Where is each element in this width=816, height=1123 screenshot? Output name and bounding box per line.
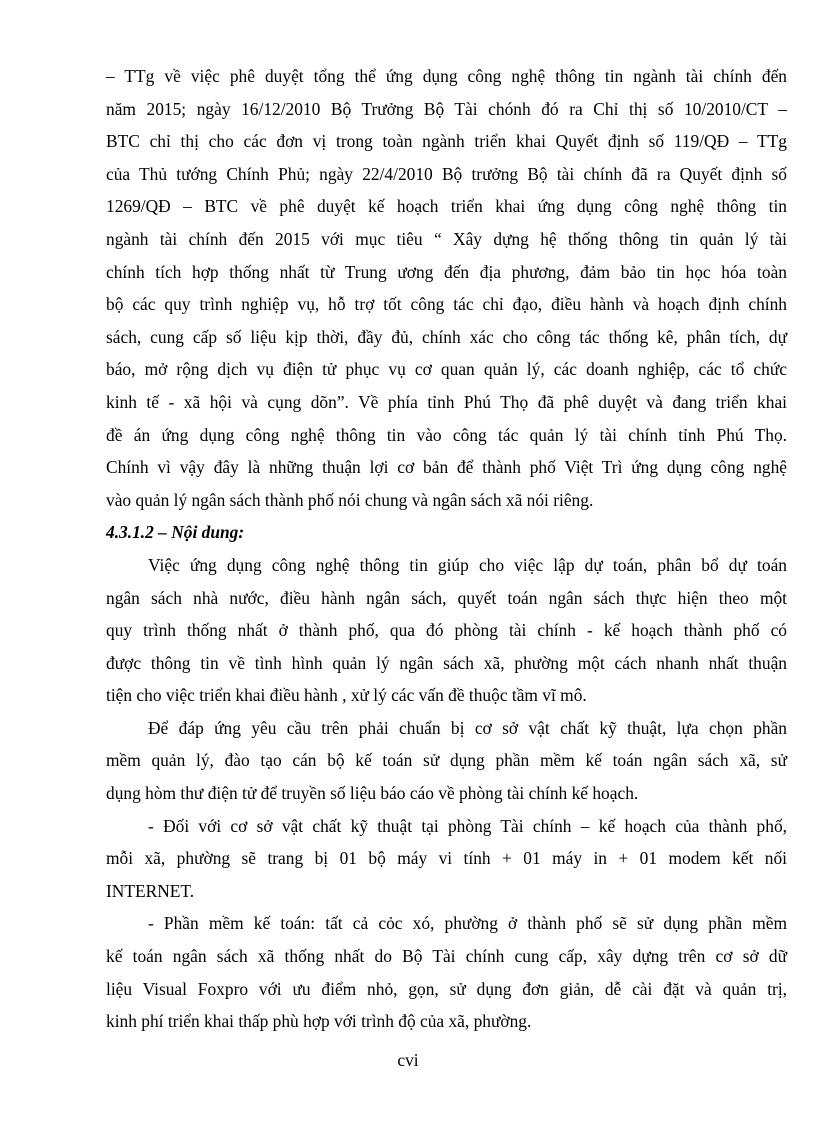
paragraph-line: Chính vì vậy đây là những thuận lợi cơ bản để thành phố Việt Trì ứng dụng công nghệ xyxy=(106,457,787,478)
paragraph-line: - Đối với cơ sở vật chất kỹ thuật tại phòng Tài chính – kế hoạch của thành phố, xyxy=(148,815,787,836)
paragraph-line: tiện cho việc triển khai điều hành , xử lý các vấn đề thuộc tầm vĩ mô. xyxy=(106,685,587,706)
paragraph-line: quy trình thống nhất ở thành phố, qua đó phòng tài chính - kế hoạch thành phố có xyxy=(106,620,787,641)
page-number: cvi xyxy=(397,1050,419,1070)
paragraph-line: mềm quản lý, đào tạo cán bộ kế toán sử dụng phần mềm kế toán ngân sách xã, sử xyxy=(106,750,787,771)
paragraph-line: vào quản lý ngân sách thành phố nói chung và ngân sách xã nói riêng. xyxy=(106,489,594,510)
paragraph-line: sách, cung cấp số liệu kịp thời, đầy đủ, chính xác cho công tác thống kê, phân tích, dự xyxy=(106,326,787,347)
paragraph-line: kế toán ngân sách xã thống nhất do Bộ Tài chính cung cấp, xây dựng trên cơ sở dữ xyxy=(106,946,787,967)
paragraph-line: liệu Visual Foxpro với ưu điểm nhỏ, gọn, sử dụng đơn giản, dễ cài đặt và quản trị, xyxy=(106,978,787,999)
paragraph-line: ngành tài chính đến 2015 với mục tiêu “ Xây dựng hệ thống thông tin quản lý tài xyxy=(106,228,787,249)
paragraph-line: INTERNET. xyxy=(106,880,195,901)
paragraph-line: - Phần mềm kế toán: tất cả cỏc xó, phường ở thành phố sẽ sử dụng phần mềm xyxy=(148,913,787,934)
paragraph-line: 1269/QĐ – BTC về phê duyệt kế hoạch triển khai ứng dụng công nghệ thông tin xyxy=(106,196,787,217)
paragraph-line: của Thủ tướng Chính Phủ; ngày 22/4/2010 Bộ trưởng Bộ tài chính đã ra Quyết định số xyxy=(106,163,787,184)
paragraph-4 xyxy=(106,810,787,908)
paragraph-line: Để đáp ứng yêu cầu trên phải chuẩn bị cơ sở vật chất kỹ thuật, lựa chọn phần xyxy=(148,717,787,738)
paragraph-3 xyxy=(106,712,787,810)
paragraph-line: kinh tế - xã hội và cụng dõn”. Về phía tỉnh Phú Thọ đã phê duyệt và đang triển khai xyxy=(106,391,787,412)
paragraph-line: Việc ứng dụng công nghệ thông tin giúp cho việc lập dự toán, phân bổ dự toán xyxy=(148,554,787,575)
paragraph-line: được thông tin về tình hình quản lý ngân sách xã, phường một cách nhanh nhất thuận xyxy=(106,652,787,673)
paragraph-line: đề án ứng dụng công nghệ thông tin vào công tác quản lý tài chính tỉnh Phú Thọ. xyxy=(106,424,787,445)
paragraph-2 xyxy=(106,549,787,712)
paragraph-line: dụng hòm thư điện tử để truyền số liệu báo cáo về phòng tài chính kế hoạch. xyxy=(106,783,639,804)
paragraph-line: báo, mở rộng dịch vụ điện tử phục vụ cơ quan quản lý, các doanh nghiệp, các tổ chức xyxy=(106,359,787,380)
paragraph-line: – TTg về việc phê duyệt tổng thể ứng dụng công nghệ thông tin ngành tài chính đến xyxy=(106,66,787,86)
paragraph-line: BTC chỉ thị cho các đơn vị trong toàn ngành triển khai Quyết định số 119/QĐ – TTg xyxy=(106,131,787,152)
section-heading: 4.3.1.2 – Nội dung: xyxy=(106,522,245,543)
document-body xyxy=(106,60,787,1038)
paragraph-line: năm 2015; ngày 16/12/2010 Bộ Trưởng Bộ Tài chónh đó ra Chỉ thị số 10/2010/CT – xyxy=(106,98,787,119)
paragraph-line: bộ các quy trình nghiệp vụ, hỗ trợ tốt công tác chỉ đạo, điều hành và hoạch định chính xyxy=(106,294,787,315)
paragraph-5 xyxy=(106,907,787,1037)
paragraph-line: mỗi xã, phường sẽ trang bị 01 bộ máy vi tính + 01 máy in + 01 modem kết nối xyxy=(106,848,787,869)
paragraph-line: chính tích hợp thống nhất từ Trung ương đến địa phương, đảm bảo tin học hóa toàn xyxy=(106,261,787,282)
paragraph-1 xyxy=(106,60,787,516)
paragraph-line: ngân sách nhà nước, điều hành ngân sách, quyết toán ngân sách thực hiện theo một xyxy=(106,587,787,608)
paragraph-line: kinh phí triển khai thấp phù hợp với trình độ của xã, phường. xyxy=(106,1011,532,1032)
